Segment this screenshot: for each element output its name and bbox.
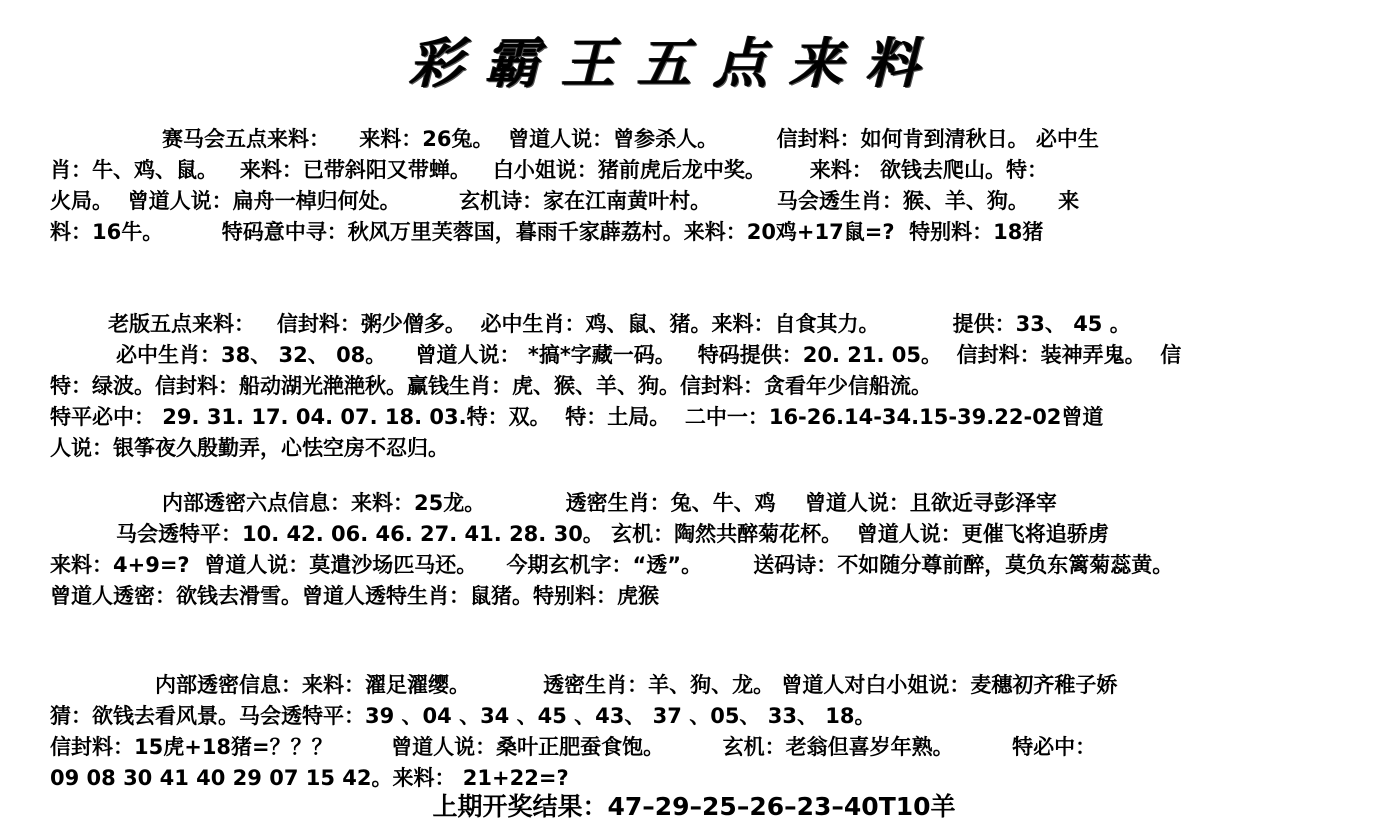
text-line: 曾道人透密：欲钱去滑雪。曾道人透特生肖：鼠猪。特别料：虎猴 — [50, 584, 659, 608]
text-line: 特：绿波。信封料：船动湖光滟滟秋。赢钱生肖：虎、猴、羊、狗。信封料：贪看年少信船流。 — [50, 374, 932, 398]
page-title: 彩霸王五点来料 — [409, 31, 941, 95]
text-line: 来料：4+9=? 曾道人说：莫遣沙场匹马还。 今期玄机字：“透”。 送码诗：不如随分尊前醉，莫负东篱菊蕊黄。 — [50, 553, 1174, 577]
text-line: 老版五点来料： 信封料：粥少僧多。 必中生肖：鸡、鼠、猪。来料：自食其力。 提供：33、 45 。 — [108, 312, 1131, 336]
text-line: 必中生肖：38、 32、 08。 曾道人说： *搞*字藏一码。 特码提供：20. 21. 05。 信封料：装神弄鬼。 信 — [116, 343, 1182, 367]
text-line: 猜：欲钱去看风景。马会透特平：39 、04 、34 、45 、43、 37 、05、 33、 18。 — [50, 704, 876, 728]
text-line: 特平必中： 29. 31. 17. 04. 07. 18. 03.特：双。 特：土局。 二中一：16-26.14-34.15-39.22-02曾道 — [50, 405, 1104, 429]
text-line: 09 08 30 41 40 29 07 15 42。来料： 21+22=? — [50, 766, 569, 790]
text-line: 赛马会五点来料： 来料：26兔。 曾道人说：曾参杀人。 信封料：如何肯到清秋日。 必中生 — [162, 127, 1099, 151]
result-footer: 上期开奖结果：47–29–25–26–23–40T10羊 — [432, 792, 956, 821]
text-line: 信封料：15虎+18猪=？？？ 曾道人说：桑叶正肥蚕食饱。 玄机：老翁但喜岁年熟。 特必中： — [50, 735, 1097, 759]
text-line: 内部透密信息：来料：濯足濯缨。 透密生肖：羊、狗、龙。 曾道人对白小姐说：麦穗初齐稚子娇 — [155, 673, 1118, 697]
text-line: 人说：银筝夜久殷勤弄，心怯空房不忍归。 — [50, 436, 449, 460]
text-line: 肖：牛、鸡、鼠。 来料：已带斜阳又带蝉。 白小姐说：猪前虎后龙中奖。 来料： 欲钱去爬山。特： — [50, 158, 1049, 182]
text-line: 内部透密六点信息：来料：25龙。 透密生肖：兔、牛、鸡 曾道人说：且欲近寻彭泽宰 — [162, 491, 1057, 515]
text-line: 马会透特平：10. 42. 06. 46. 27. 41. 28. 30。 玄机：陶然共醉菊花杯。 曾道人说：更催飞将追骄虏 — [116, 522, 1109, 546]
text-line: 料：16牛。 特码意中寻：秋风万里芙蓉国，暮雨千家薜荔村。来料：20鸡+17鼠=? 特别料：18猪 — [50, 220, 1044, 244]
text-line: 火局。 曾道人说：扁舟一棹归何处。 玄机诗：家在江南黄叶村。 马会透生肖：猴、羊、狗。 来 — [50, 189, 1080, 213]
